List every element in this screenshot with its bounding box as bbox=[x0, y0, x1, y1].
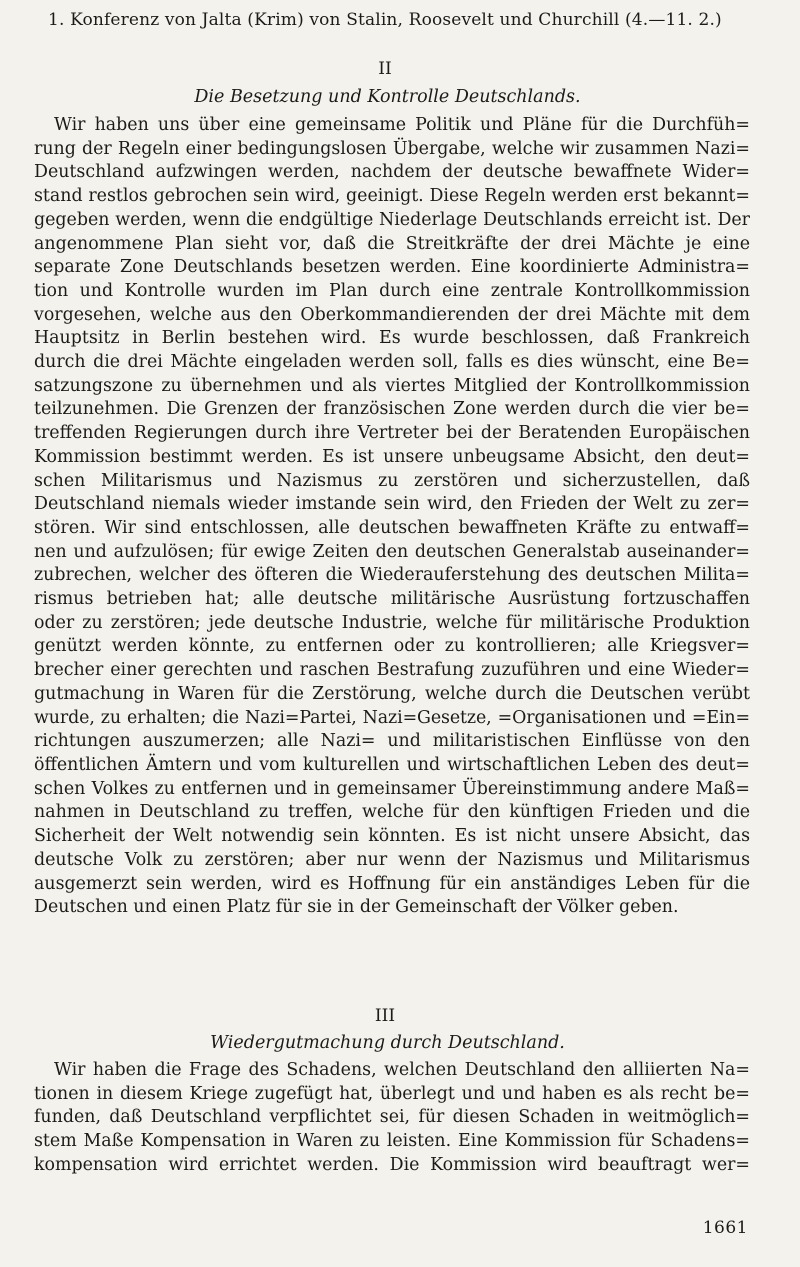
section-2-body bbox=[34, 114, 750, 920]
section-number-3: III bbox=[374, 1006, 396, 1026]
text-line: oder zu zerstören; jede deutsche Industrie, welche für militärische Produktion bbox=[34, 612, 750, 633]
text-line: Kommission bestimmt werden. Es ist unsere unbeugsame Absicht, den deut= bbox=[34, 446, 750, 467]
text-line: zubrechen, welcher des öfteren die Wiederauferstehung des deutschen Milita= bbox=[34, 565, 750, 586]
text-line: schen Militarismus und Nazismus zu zerstören und sicherzustellen, daß bbox=[34, 470, 750, 491]
text-line: stem Maße Kompensation in Waren zu leisten. Eine Kommission für Schadens= bbox=[34, 1131, 750, 1152]
text-line: tion und Kontrolle wurden im Plan durch eine zentrale Kontrollkommission bbox=[34, 280, 750, 301]
text-line: Deutschland niemals wieder imstande sein wird, den Frieden der Welt zu zer= bbox=[34, 494, 750, 515]
text-line: rung der Regeln einer bedingungslosen Übergabe, welche wir zusammen Nazi= bbox=[34, 138, 750, 159]
text-line: angenommene Plan sieht vor, daß die Streitkräfte der drei Mächte je eine bbox=[34, 233, 750, 254]
text-line: ausgemerzt sein werden, wird es Hoffnung für ein anständiges Leben für die bbox=[34, 873, 750, 894]
section-title-3: Wiedergutmachung durch Deutschland. bbox=[210, 1033, 565, 1053]
text-line: teilzunehmen. Die Grenzen der französischen Zone werden durch die vier be= bbox=[34, 399, 750, 420]
text-line: Deutschland aufzwingen werden, nachdem der deutsche bewaffnete Wider= bbox=[34, 162, 750, 183]
text-line: nahmen in Deutschland zu treffen, welche für den künftigen Frieden und die bbox=[34, 802, 750, 823]
text-line: schen Volkes zu entfernen und in gemeinsamer Übereinstimmung andere Maß= bbox=[34, 778, 750, 799]
text-line: öffentlichen Ämtern und vom kulturellen und wirtschaftlichen Leben des deut= bbox=[34, 754, 750, 775]
text-line: gutmachung in Waren für die Zerstörung, welche durch die Deutschen verübt bbox=[34, 683, 750, 704]
section-number-2: II bbox=[378, 59, 392, 79]
text-line: treffenden Regierungen durch ihre Vertreter bei der Beratenden Europäischen bbox=[34, 423, 750, 444]
text-line: wurde, zu erhalten; die Nazi=Partei, Nazi=Gesetze, =Organisationen und =Ein= bbox=[34, 707, 750, 728]
text-line: funden, daß Deutschland verpflichtet sei, für diesen Schaden in weitmöglich= bbox=[34, 1107, 750, 1128]
text-line: tionen in diesem Kriege zugefügt hat, überlegt und und haben es als recht be= bbox=[34, 1083, 750, 1104]
text-line: brecher einer gerechten und raschen Bestrafung zuzuführen und eine Wieder= bbox=[34, 660, 750, 681]
text-line: separate Zone Deutschlands besetzen werden. Eine koordinierte Administra= bbox=[34, 257, 750, 278]
text-line: richtungen auszumerzen; alle Nazi= und militaristischen Einflüsse von den bbox=[34, 731, 750, 752]
text-line: stören. Wir sind entschlossen, alle deutschen bewaffneten Kräfte zu entwaff= bbox=[34, 517, 750, 538]
text-line: satzungszone zu übernehmen und als viertes Mitglied der Kontrollkommission bbox=[34, 375, 750, 396]
text-line: durch die drei Mächte eingeladen werden soll, falls es dies wünscht, eine Be= bbox=[34, 352, 750, 373]
text-line: nen und aufzulösen; für ewige Zeiten den deutschen Generalstab auseinander= bbox=[34, 541, 750, 562]
page-number: 1661 bbox=[702, 1218, 748, 1238]
text-line: Hauptsitz in Berlin bestehen wird. Es wurde beschlossen, daß Frankreich bbox=[34, 328, 750, 349]
text-line: kompensation wird errichtet werden. Die Kommission wird beauftragt wer= bbox=[34, 1154, 750, 1175]
text-line: deutsche Volk zu zerstören; aber nur wenn der Nazismus und Militarismus bbox=[34, 849, 750, 870]
text-line: vorgesehen, welche aus den Oberkommandierenden der drei Mächte mit dem bbox=[34, 304, 750, 325]
text-line: genützt werden könnte, zu entfernen oder zu kontrollieren; alle Kriegsver= bbox=[34, 636, 750, 657]
text-line: gegeben werden, wenn die endgültige Niederlage Deutschlands erreicht ist. Der bbox=[34, 209, 750, 230]
running-head: 1. Konferenz von Jalta (Krim) von Stalin, Roosevelt und Churchill (4.—11. 2.) bbox=[48, 10, 722, 30]
text-line: stand restlos gebrochen sein wird, geeinigt. Diese Regeln werden erst bekannt= bbox=[34, 186, 750, 207]
text-line: Deutschen und einen Platz für sie in der Gemeinschaft der Völker geben. bbox=[34, 897, 679, 918]
section-title-2: Die Besetzung und Kontrolle Deutschlands. bbox=[194, 87, 581, 107]
text-line: rismus betrieben hat; alle deutsche militärische Ausrüstung fortzuschaffen bbox=[34, 589, 750, 610]
section-3-body bbox=[34, 1059, 750, 1178]
text-line: Sicherheit der Welt notwendig sein könnten. Es ist nicht unsere Absicht, das bbox=[34, 826, 750, 847]
text-line: Wir haben die Frage des Schadens, welchen Deutschland den alliierten Na= bbox=[54, 1060, 750, 1080]
text-line: Wir haben uns über eine gemeinsame Politik und Pläne für die Durchfüh= bbox=[54, 115, 750, 135]
